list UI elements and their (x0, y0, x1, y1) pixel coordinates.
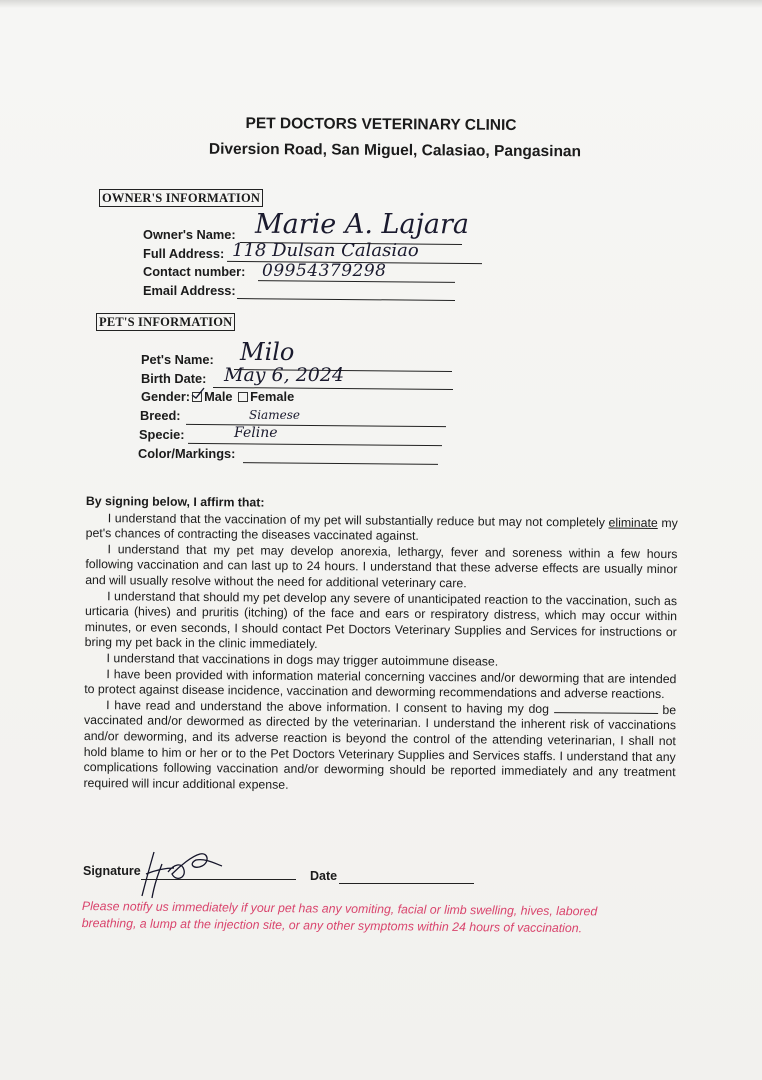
color-markings-label: Color/Markings: (138, 446, 236, 461)
color-markings-line[interactable] (243, 462, 438, 465)
birth-date-label: Birth Date: (141, 371, 207, 386)
gender-label: Gender: (141, 389, 191, 404)
breed-value[interactable]: Siamese (249, 408, 300, 422)
clinic-address: Diversion Road, San Miguel, Calasiao, Pangasinan (208, 140, 582, 161)
email-label: Email Address: (143, 283, 236, 298)
date-line[interactable] (339, 883, 474, 884)
owner-name-label: Owner's Name: (143, 227, 236, 242)
dog-name-blank[interactable] (554, 703, 658, 714)
clinic-name: PET DOCTORS VETERINARY CLINIC (245, 115, 517, 134)
consent-paragraph-1: I understand that the vaccination of my pet will substantially reduce but may not completely eliminate my pet's chances of contracting the diseases vaccinated against. (85, 510, 678, 544)
scan-edge (0, 0, 762, 8)
birth-date-value[interactable]: May 6, 2024 (224, 364, 345, 386)
pet-section-title: PET'S INFORMATION (96, 313, 235, 331)
consent-paragraph-6: I have read and understand the above information. I consent to having my dog be vaccinated and/or dewormed as directed by the veterinarian. I understand the inherent risk of vaccinations and/or deworming, and its adverse reaction is beyond the control of the attending veterinarian, I shall not hold blame to him or her or to the Pet Doctors Veterinary Supplies and Services staffs. I understand that any complications following vaccination and/or deworming should be reported immediately and any treatment required will incur additional expense. (83, 697, 677, 792)
contact-label: Contact number: (143, 264, 246, 279)
consent-paragraph-3: I understand that should my pet develop any severe of unanticipated reaction to the vaccination, such as urticaria (hives) and pruritis (itching) of the face and ears or respiratory distress, which may occur within minutes, or even seconds, I should contact Pet Doctors Veterinary Supplies and Services for instructions or bring my pet back in the clinic immediately. (84, 588, 678, 652)
female-checkbox[interactable] (238, 392, 248, 402)
gender-male-label: Male (204, 389, 233, 404)
consent-paragraph-4: I understand that vaccinations in dogs may trigger autoimmune disease. (106, 651, 499, 669)
specie-value[interactable]: Feline (234, 425, 278, 441)
owner-section-title: OWNER'S INFORMATION (99, 189, 263, 207)
consent-intro: By signing below, I affirm that: (85, 494, 265, 510)
address-value[interactable]: 118 Dulsan Calasiao (232, 240, 419, 261)
contact-value[interactable]: 09954379298 (262, 261, 387, 281)
signature-label: Signature (83, 864, 141, 878)
consent-paragraph-2: I understand that my pet may develop anorexia, lethargy, fever and soreness within a few hours following vaccination and can last up to 24 hours. I understand that these adverse effects are usually minor and will usually resolve without the need for additional veterinary care. (85, 541, 678, 591)
breed-label: Breed: (140, 408, 181, 423)
consent-body (83, 494, 678, 796)
check-mark-icon (191, 387, 205, 401)
consent-paragraph-5: I have been provided with information material concerning vaccines and/or deworming that are intended to protect against disease incidence, vaccination and deworming recommendations and adverse reactions. (84, 666, 677, 702)
pet-name-label: Pet's Name: (141, 352, 214, 367)
post-vaccination-notice: Please notify us immediately if your pet has any vomiting, facial or limb swelling, hives, labored breathing, a lump at the injection site, or any other symptoms within 24 hours of vaccination. (81, 898, 598, 936)
gender-row (141, 389, 294, 404)
signature-scribble (128, 844, 224, 902)
specie-label: Specie: (139, 427, 185, 442)
pet-name-value[interactable]: Milo (240, 338, 295, 366)
address-label: Full Address: (143, 246, 225, 261)
owner-name-value[interactable]: Marie A. Lajara (255, 209, 470, 240)
breed-line[interactable] (186, 424, 446, 427)
date-label: Date (310, 869, 338, 883)
email-line[interactable] (237, 298, 455, 301)
male-checkbox[interactable] (192, 392, 202, 402)
gender-female-label: Female (250, 389, 295, 404)
